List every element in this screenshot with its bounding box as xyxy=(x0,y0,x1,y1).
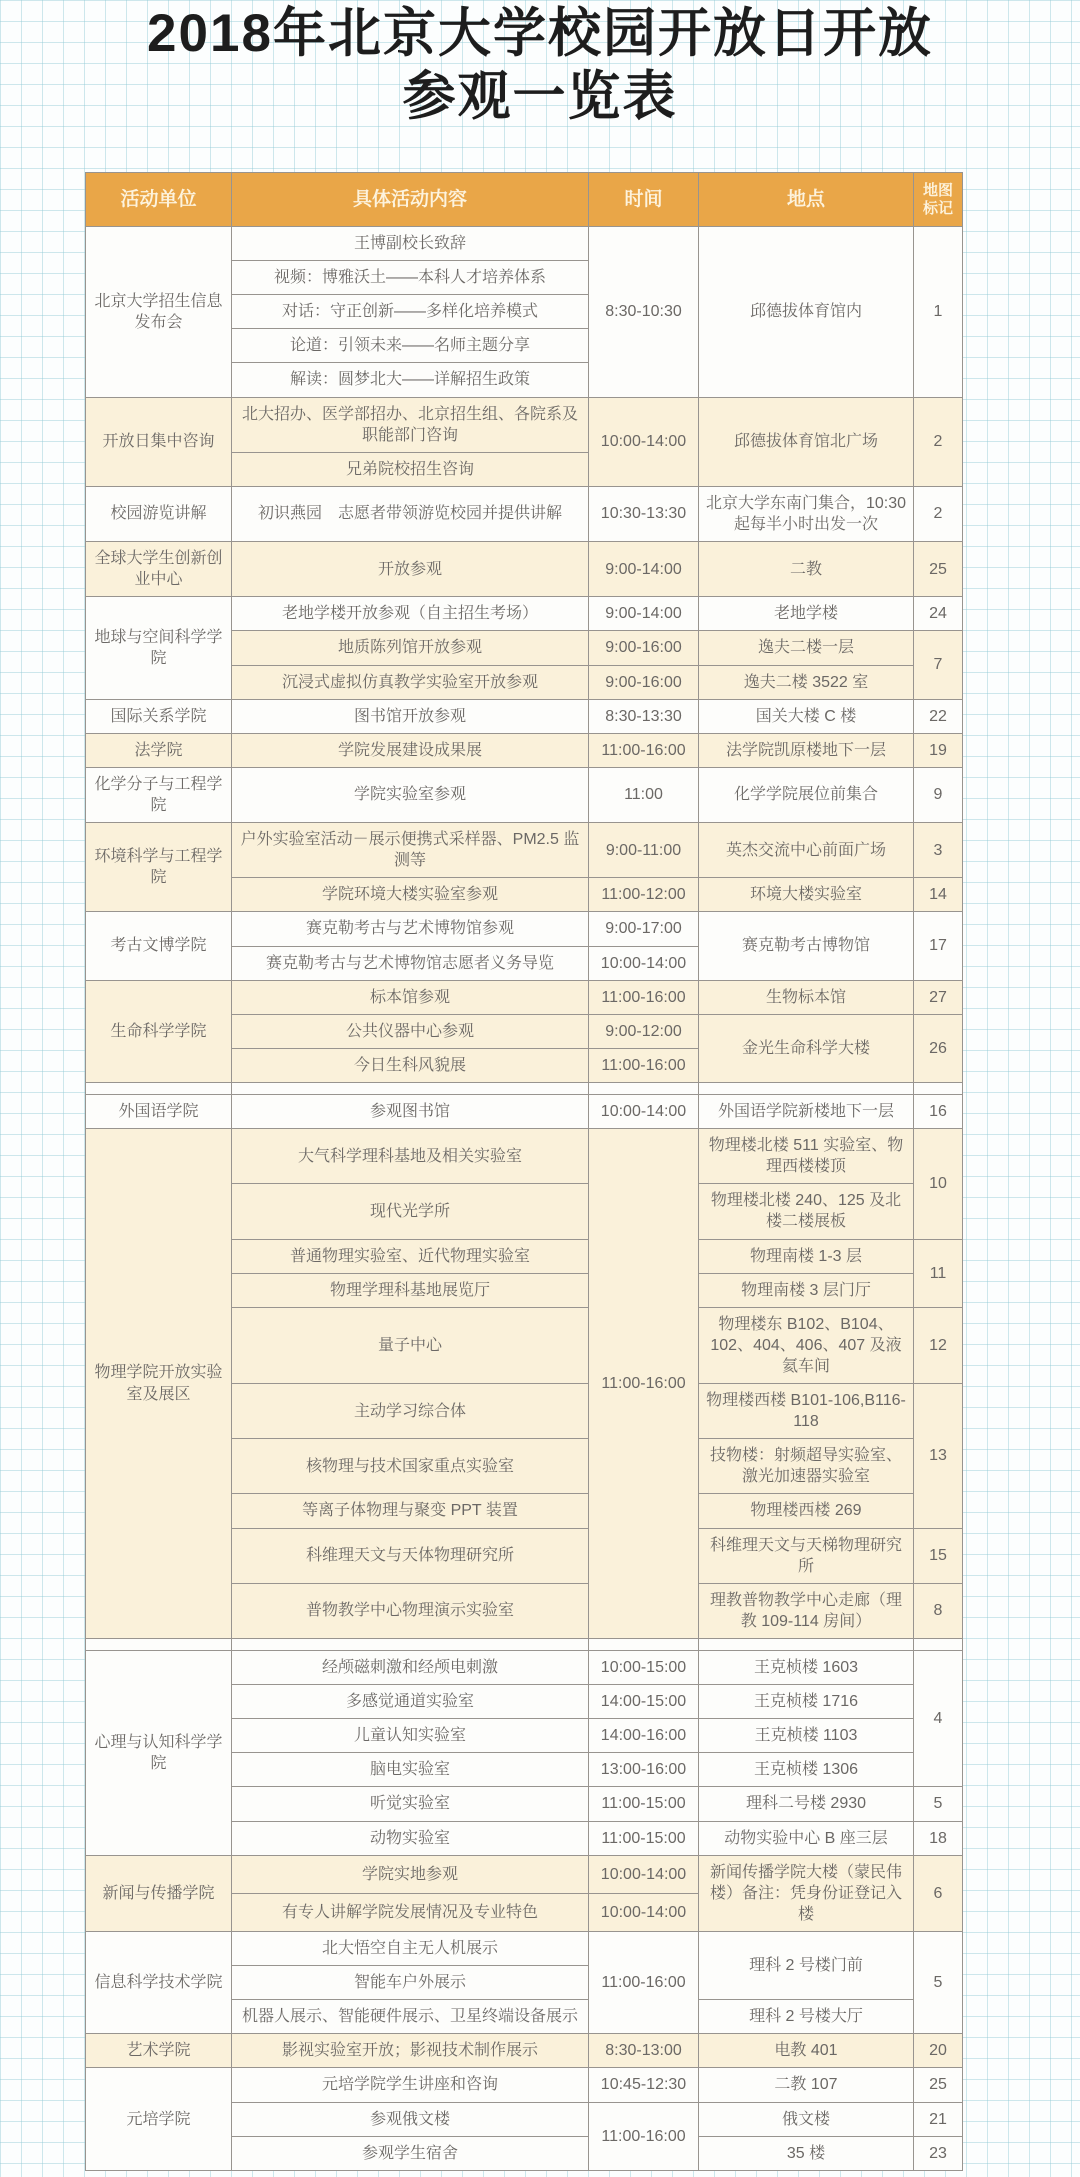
activity-cell: 学院环境大楼实验室参观 xyxy=(232,878,589,912)
spacer-row xyxy=(86,1639,963,1651)
map-mark-cell: 20 xyxy=(914,2034,963,2068)
activity-cell: 等离子体物理与聚变 PPT 装置 xyxy=(232,1494,589,1528)
spacer-cell xyxy=(86,1082,232,1094)
table-row xyxy=(86,912,963,946)
page-title-line1: 2018年北京大学校园开放日开放 xyxy=(147,4,933,63)
activity-cell: 对话：守正创新——多样化培养模式 xyxy=(232,295,589,329)
map-mark-cell: 6 xyxy=(914,1855,963,1931)
activity-cell: 脑电实验室 xyxy=(232,1753,589,1787)
table-row xyxy=(86,2034,963,2068)
time-cell: 11:00-16:00 xyxy=(589,1932,699,2034)
unit-cell: 考古文博学院 xyxy=(86,912,232,980)
activity-cell: 公共仪器中心参观 xyxy=(232,1014,589,1048)
time-cell: 9:00-11:00 xyxy=(589,823,699,878)
location-cell: 邱德拔体育馆北广场 xyxy=(699,397,914,486)
map-mark-cell: 2 xyxy=(914,486,963,541)
activity-cell: 动物实验室 xyxy=(232,1821,589,1855)
location-cell: 动物实验中心 B 座三层 xyxy=(699,1821,914,1855)
location-cell: 赛克勒考古博物馆 xyxy=(699,912,914,980)
time-cell: 13:00-16:00 xyxy=(589,1753,699,1787)
activity-cell: 北大招办、医学部招办、北京招生组、各院系及职能部门咨询 xyxy=(232,397,589,452)
location-cell: 二教 xyxy=(699,542,914,597)
unit-cell: 信息科学技术学院 xyxy=(86,1932,232,2034)
unit-cell: 北京大学招生信息发布会 xyxy=(86,227,232,398)
time-cell: 11:00-16:00 xyxy=(589,980,699,1014)
time-cell: 9:00-14:00 xyxy=(589,542,699,597)
location-cell: 王克桢楼 1103 xyxy=(699,1719,914,1753)
location-cell: 理科 2 号楼门前 xyxy=(699,1932,914,2000)
time-cell: 9:00-17:00 xyxy=(589,912,699,946)
location-cell: 科维理天文与天梯物理研究所 xyxy=(699,1528,914,1583)
time-cell: 10:00-14:00 xyxy=(589,1855,699,1893)
map-mark-cell: 25 xyxy=(914,542,963,597)
activity-cell: 元培学院学生讲座和咨询 xyxy=(232,2068,589,2102)
unit-cell: 环境科学与工程学院 xyxy=(86,823,232,912)
activity-cell: 大气科学理科基地及相关实验室 xyxy=(232,1129,589,1184)
activity-cell: 参观学生宿舍 xyxy=(232,2136,589,2170)
location-cell: 物理楼东 B102、B104、102、404、406、407 及液氦车间 xyxy=(699,1307,914,1383)
location-cell: 英杰交流中心前面广场 xyxy=(699,823,914,878)
map-mark-cell: 3 xyxy=(914,823,963,878)
activity-cell: 机器人展示、智能硬件展示、卫星终端设备展示 xyxy=(232,2000,589,2034)
time-cell: 10:30-13:30 xyxy=(589,486,699,541)
time-cell: 10:00-14:00 xyxy=(589,1094,699,1128)
activity-cell: 影视实验室开放；影视技术制作展示 xyxy=(232,2034,589,2068)
unit-cell: 心理与认知科学学院 xyxy=(86,1651,232,1856)
location-cell: 35 楼 xyxy=(699,2136,914,2170)
activity-cell: 解读：圆梦北大——详解招生政策 xyxy=(232,363,589,397)
activity-cell: 沉浸式虚拟仿真教学实验室开放参观 xyxy=(232,665,589,699)
activity-cell: 经颅磁刺激和经颅电刺激 xyxy=(232,1651,589,1685)
activity-cell: 北大悟空自主无人机展示 xyxy=(232,1932,589,1966)
time-cell: 10:00-15:00 xyxy=(589,1651,699,1685)
location-cell: 理教普物教学中心走廊（理教 109-114 房间） xyxy=(699,1583,914,1638)
time-cell: 11:00-15:00 xyxy=(589,1821,699,1855)
spacer-row xyxy=(86,1082,963,1094)
activity-cell: 听觉实验室 xyxy=(232,1787,589,1821)
activity-cell: 户外实验室活动－展示便携式采样器、PM2.5 监测等 xyxy=(232,823,589,878)
header-cell-3: 地点 xyxy=(699,173,914,227)
spacer-cell xyxy=(232,1639,589,1651)
location-cell: 俄文楼 xyxy=(699,2102,914,2136)
location-cell: 逸夫二楼一层 xyxy=(699,631,914,665)
location-cell: 生物标本馆 xyxy=(699,980,914,1014)
activity-cell: 论道：引领未来——名师主题分享 xyxy=(232,329,589,363)
activity-cell: 科维理天文与天体物理研究所 xyxy=(232,1528,589,1583)
activity-cell: 学院实验室参观 xyxy=(232,767,589,822)
spacer-cell xyxy=(86,1639,232,1651)
location-cell: 理科 2 号楼大厅 xyxy=(699,2000,914,2034)
header-row xyxy=(86,173,963,227)
activity-cell: 视频：博雅沃土——本科人才培养体系 xyxy=(232,261,589,295)
time-cell: 11:00 xyxy=(589,767,699,822)
map-mark-cell: 22 xyxy=(914,699,963,733)
map-mark-cell: 7 xyxy=(914,631,963,699)
time-cell: 9:00-16:00 xyxy=(589,665,699,699)
unit-cell: 国际关系学院 xyxy=(86,699,232,733)
activity-cell: 智能车户外展示 xyxy=(232,1966,589,2000)
location-cell: 邱德拔体育馆内 xyxy=(699,227,914,398)
location-cell: 物理楼西楼 B101-106,B116-118 xyxy=(699,1384,914,1439)
activity-cell: 初识燕园 志愿者带领游览校园并提供讲解 xyxy=(232,486,589,541)
spacer-cell xyxy=(699,1082,914,1094)
activity-cell: 物理学理科基地展览厅 xyxy=(232,1273,589,1307)
unit-cell: 物理学院开放实验室及展区 xyxy=(86,1129,232,1639)
location-cell: 王克桢楼 1716 xyxy=(699,1685,914,1719)
activity-cell: 学院发展建设成果展 xyxy=(232,733,589,767)
table-row xyxy=(86,980,963,1014)
activity-cell: 量子中心 xyxy=(232,1307,589,1383)
map-mark-cell: 14 xyxy=(914,878,963,912)
location-cell: 王克桢楼 1306 xyxy=(699,1753,914,1787)
location-cell: 物理南楼 1-3 层 xyxy=(699,1239,914,1273)
map-mark-cell: 23 xyxy=(914,2136,963,2170)
spacer-cell xyxy=(914,1639,963,1651)
time-cell: 10:00-14:00 xyxy=(589,1893,699,1931)
activity-cell: 参观图书馆 xyxy=(232,1094,589,1128)
header-cell-map-mark: 地图标记 xyxy=(914,173,963,227)
activity-cell: 今日生科风貌展 xyxy=(232,1048,589,1082)
location-cell: 老地学楼 xyxy=(699,597,914,631)
time-cell: 9:00-14:00 xyxy=(589,597,699,631)
location-cell: 逸夫二楼 3522 室 xyxy=(699,665,914,699)
location-cell: 物理楼北楼 240、125 及北楼二楼展板 xyxy=(699,1184,914,1239)
activity-cell: 兄弟院校招生咨询 xyxy=(232,452,589,486)
map-mark-cell: 9 xyxy=(914,767,963,822)
map-mark-cell: 4 xyxy=(914,1651,963,1787)
map-mark-cell: 26 xyxy=(914,1014,963,1082)
unit-cell: 全球大学生创新创业中心 xyxy=(86,542,232,597)
location-cell: 物理南楼 3 层门厅 xyxy=(699,1273,914,1307)
unit-cell: 地球与空间科学学院 xyxy=(86,597,232,699)
spacer-cell xyxy=(589,1082,699,1094)
unit-cell: 新闻与传播学院 xyxy=(86,1855,232,1931)
location-cell: 理科二号楼 2930 xyxy=(699,1787,914,1821)
map-mark-cell: 1 xyxy=(914,227,963,398)
activity-cell: 标本馆参观 xyxy=(232,980,589,1014)
location-cell: 二教 107 xyxy=(699,2068,914,2102)
location-cell: 外国语学院新楼地下一层 xyxy=(699,1094,914,1128)
unit-cell: 生命科学学院 xyxy=(86,980,232,1082)
activity-cell: 儿童认知实验室 xyxy=(232,1719,589,1753)
map-mark-cell: 10 xyxy=(914,1129,963,1239)
time-cell: 10:00-14:00 xyxy=(589,397,699,486)
table-row xyxy=(86,823,963,878)
activity-cell: 多感觉通道实验室 xyxy=(232,1685,589,1719)
activity-cell: 地质陈列馆开放参观 xyxy=(232,631,589,665)
time-cell: 14:00-16:00 xyxy=(589,1719,699,1753)
spacer-cell xyxy=(589,1639,699,1651)
location-cell: 电教 401 xyxy=(699,2034,914,2068)
time-cell: 11:00-16:00 xyxy=(589,1048,699,1082)
activity-cell: 赛克勒考古与艺术博物馆志愿者义务导览 xyxy=(232,946,589,980)
map-mark-cell: 15 xyxy=(914,1528,963,1583)
location-cell: 化学学院展位前集合 xyxy=(699,767,914,822)
time-cell: 14:00-15:00 xyxy=(589,1685,699,1719)
table-row xyxy=(86,1855,963,1893)
table-row xyxy=(86,397,963,452)
table-row xyxy=(86,597,963,631)
time-cell: 11:00-16:00 xyxy=(589,1129,699,1639)
map-mark-cell: 24 xyxy=(914,597,963,631)
location-cell: 王克桢楼 1603 xyxy=(699,1651,914,1685)
location-cell: 技物楼：射频超导实验室、激光加速器实验室 xyxy=(699,1439,914,1494)
header-cell-2: 时间 xyxy=(589,173,699,227)
table-row xyxy=(86,2068,963,2102)
map-mark-cell: 18 xyxy=(914,1821,963,1855)
table-row xyxy=(86,1094,963,1128)
table-row xyxy=(86,486,963,541)
map-mark-cell: 5 xyxy=(914,1932,963,2034)
time-cell: 11:00-16:00 xyxy=(589,2102,699,2170)
map-mark-cell: 19 xyxy=(914,733,963,767)
map-mark-cell: 11 xyxy=(914,1239,963,1307)
location-cell: 环境大楼实验室 xyxy=(699,878,914,912)
activity-cell: 王博副校长致辞 xyxy=(232,227,589,261)
unit-cell: 校园游览讲解 xyxy=(86,486,232,541)
map-mark-cell: 2 xyxy=(914,397,963,486)
activity-cell: 普通物理实验室、近代物理实验室 xyxy=(232,1239,589,1273)
map-mark-cell: 5 xyxy=(914,1787,963,1821)
time-cell: 9:00-12:00 xyxy=(589,1014,699,1048)
map-mark-cell: 16 xyxy=(914,1094,963,1128)
table-row xyxy=(86,767,963,822)
location-cell: 北京大学东南门集合，10:30 起每半小时出发一次 xyxy=(699,486,914,541)
location-cell: 国关大楼 C 楼 xyxy=(699,699,914,733)
table-row xyxy=(86,542,963,597)
unit-cell: 开放日集中咨询 xyxy=(86,397,232,486)
map-mark-cell: 13 xyxy=(914,1384,963,1529)
activity-cell: 图书馆开放参观 xyxy=(232,699,589,733)
time-cell: 10:45-12:30 xyxy=(589,2068,699,2102)
activity-cell: 参观俄文楼 xyxy=(232,2102,589,2136)
time-cell: 8:30-10:30 xyxy=(589,227,699,398)
activity-cell: 主动学习综合体 xyxy=(232,1384,589,1439)
spacer-cell xyxy=(914,1082,963,1094)
header-cell-0: 活动单位 xyxy=(86,173,232,227)
location-cell: 物理楼北楼 511 实验室、物理西楼楼顶 xyxy=(699,1129,914,1184)
spacer-cell xyxy=(699,1639,914,1651)
table-row xyxy=(86,227,963,261)
activity-cell: 普物教学中心物理演示实验室 xyxy=(232,1583,589,1638)
map-mark-cell: 8 xyxy=(914,1583,963,1638)
location-cell: 物理楼西楼 269 xyxy=(699,1494,914,1528)
map-mark-cell: 27 xyxy=(914,980,963,1014)
time-cell: 11:00-15:00 xyxy=(589,1787,699,1821)
unit-cell: 艺术学院 xyxy=(86,2034,232,2068)
map-mark-cell: 17 xyxy=(914,912,963,980)
page-title xyxy=(0,2,1080,128)
map-mark-cell: 12 xyxy=(914,1307,963,1383)
unit-cell: 化学分子与工程学院 xyxy=(86,767,232,822)
activity-cell: 核物理与技术国家重点实验室 xyxy=(232,1439,589,1494)
table-row xyxy=(86,699,963,733)
activity-cell: 赛克勒考古与艺术博物馆参观 xyxy=(232,912,589,946)
activity-cell: 学院实地参观 xyxy=(232,1855,589,1893)
time-cell: 11:00-16:00 xyxy=(589,733,699,767)
time-cell: 9:00-16:00 xyxy=(589,631,699,665)
page-title-line2: 参观一览表 xyxy=(402,67,678,126)
location-cell: 法学院凯原楼地下一层 xyxy=(699,733,914,767)
location-cell: 金光生命科学大楼 xyxy=(699,1014,914,1082)
time-cell: 8:30-13:30 xyxy=(589,699,699,733)
time-cell: 11:00-12:00 xyxy=(589,878,699,912)
activity-cell: 开放参观 xyxy=(232,542,589,597)
unit-cell: 外国语学院 xyxy=(86,1094,232,1128)
unit-cell: 法学院 xyxy=(86,733,232,767)
time-cell: 8:30-13:00 xyxy=(589,2034,699,2068)
activity-cell: 老地学楼开放参观（自主招生考场） xyxy=(232,597,589,631)
activity-cell: 现代光学所 xyxy=(232,1184,589,1239)
map-mark-cell: 25 xyxy=(914,2068,963,2102)
table-row xyxy=(86,733,963,767)
unit-cell: 元培学院 xyxy=(86,2068,232,2170)
open-day-table xyxy=(85,172,963,2171)
table-row xyxy=(86,1932,963,1966)
header-cell-1: 具体活动内容 xyxy=(232,173,589,227)
activity-cell: 有专人讲解学院发展情况及专业特色 xyxy=(232,1893,589,1931)
spacer-cell xyxy=(232,1082,589,1094)
table-row xyxy=(86,1651,963,1685)
time-cell: 10:00-14:00 xyxy=(589,946,699,980)
location-cell: 新闻传播学院大楼（蒙民伟楼）备注：凭身份证登记入楼 xyxy=(699,1855,914,1931)
map-mark-cell: 21 xyxy=(914,2102,963,2136)
table-row xyxy=(86,1129,963,1184)
